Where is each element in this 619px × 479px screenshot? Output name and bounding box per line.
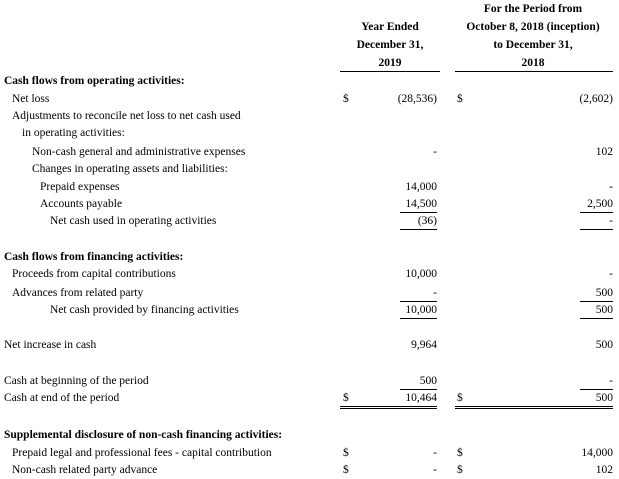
row-related-advance-2018: 102 [595, 464, 613, 476]
rule-net-fin-2019 [400, 318, 437, 319]
row-net-cash-operating-2018: - [609, 215, 613, 227]
row-prepaid-2018: - [609, 181, 613, 193]
row-cash-beginning-2019: 500 [419, 375, 437, 387]
row-prepaid-legal-dollar-2018: $ [457, 447, 463, 459]
row-in-operating-label: in operating activities: [22, 127, 125, 139]
row-cash-end-dollar-2018: $ [457, 392, 463, 404]
row-net-loss-dollar-2018: $ [457, 93, 463, 105]
row-proceeds-2018: - [609, 268, 613, 280]
row-prepaid-legal-2019: - [433, 447, 437, 459]
row-cash-end-label: Cash at end of the period [4, 392, 120, 404]
row-related-advance-dollar-2019: $ [343, 464, 349, 476]
row-related-advance-2019: - [433, 464, 437, 476]
row-accounts-payable-2018: 2,500 [587, 198, 613, 210]
row-net-loss-label: Net loss [12, 93, 50, 105]
col2-header-line3: to December 31, [493, 39, 573, 51]
row-net-cash-operating-label: Net cash used in operating activities [50, 215, 217, 227]
row-accounts-payable-label: Accounts payable [40, 198, 123, 210]
section-operating-heading: Cash flows from operating activities: [4, 75, 185, 87]
row-prepaid-legal-2018: 14,000 [581, 447, 613, 459]
row-related-advance-dollar-2018: $ [457, 464, 463, 476]
row-prepaid-legal-label: Prepaid legal and professional fees - capital contribution [12, 447, 272, 459]
row-noncash-ga-2018: 102 [595, 146, 613, 158]
row-adjustments-label: Adjustments to reconcile net loss to net cash used [12, 110, 241, 122]
row-proceeds-2019: 10,000 [405, 268, 437, 280]
row-prepaid-label: Prepaid expenses [40, 181, 120, 193]
row-proceeds-label: Proceeds from capital contributions [12, 268, 176, 280]
rule-end-2018-a [455, 406, 613, 407]
col1-header-rule [340, 71, 440, 72]
row-prepaid-legal-dollar-2019: $ [343, 447, 349, 459]
section-financing-heading: Cash flows from financing activities: [4, 251, 184, 263]
section-supplemental-heading: Supplemental disclosure of non-cash financing activities: [4, 429, 283, 441]
row-net-increase-2019: 9,964 [411, 339, 437, 351]
col2-header-rule [455, 71, 613, 72]
row-advances-2019: - [433, 287, 437, 299]
col1-header [335, 18, 445, 72]
row-cash-beginning-label: Cash at beginning of the period [4, 375, 149, 387]
col2-header-line2: October 8, 2018 (inception) [466, 21, 600, 33]
col1-header-line2: December 31, [356, 39, 424, 51]
row-net-loss-dollar-2019: $ [343, 93, 349, 105]
row-net-cash-operating-2019: (36) [417, 215, 437, 227]
row-cash-end-2018: 500 [595, 392, 613, 404]
row-net-increase-label: Net increase in cash [4, 339, 97, 351]
row-cash-end-2019: 10,464 [405, 392, 437, 404]
rule-end-2019-a [340, 406, 437, 407]
row-noncash-ga-label: Non-cash general and administrative expenses [32, 146, 246, 158]
col2-header-line4: 2018 [521, 57, 545, 69]
rule-net-op-2018 [580, 229, 613, 230]
row-prepaid-2019: 14,000 [405, 181, 437, 193]
rule-end-2019-b [340, 408, 437, 409]
rule-end-2018-b [455, 408, 613, 409]
row-net-loss-2018: (2,602) [579, 93, 613, 105]
col1-header-line3: 2019 [378, 57, 402, 69]
row-net-increase-2018: 500 [595, 339, 613, 351]
row-noncash-ga-2019: - [433, 146, 437, 158]
row-net-loss-2019: (28,536) [397, 93, 437, 105]
row-cash-end-dollar-2019: $ [343, 392, 349, 404]
col2-header [448, 0, 618, 72]
row-advances-label: Advances from related party [12, 287, 144, 299]
row-net-cash-financing-2019: 10,000 [405, 304, 437, 316]
row-changes-label: Changes in operating assets and liabilities: [32, 163, 228, 175]
col1-header-line1: Year Ended [361, 21, 419, 33]
row-net-cash-financing-label: Net cash provided by financing activities [50, 304, 239, 316]
row-accounts-payable-2019: 14,500 [405, 198, 437, 210]
row-cash-beginning-2018: - [609, 375, 613, 387]
col2-header-line1: For the Period from [483, 3, 583, 15]
row-net-cash-financing-2018: 500 [595, 304, 613, 316]
rule-net-op-2019 [400, 229, 437, 230]
rule-net-fin-2018 [580, 318, 613, 319]
row-advances-2018: 500 [595, 287, 613, 299]
row-related-advance-label: Non-cash related party advance [12, 464, 158, 476]
